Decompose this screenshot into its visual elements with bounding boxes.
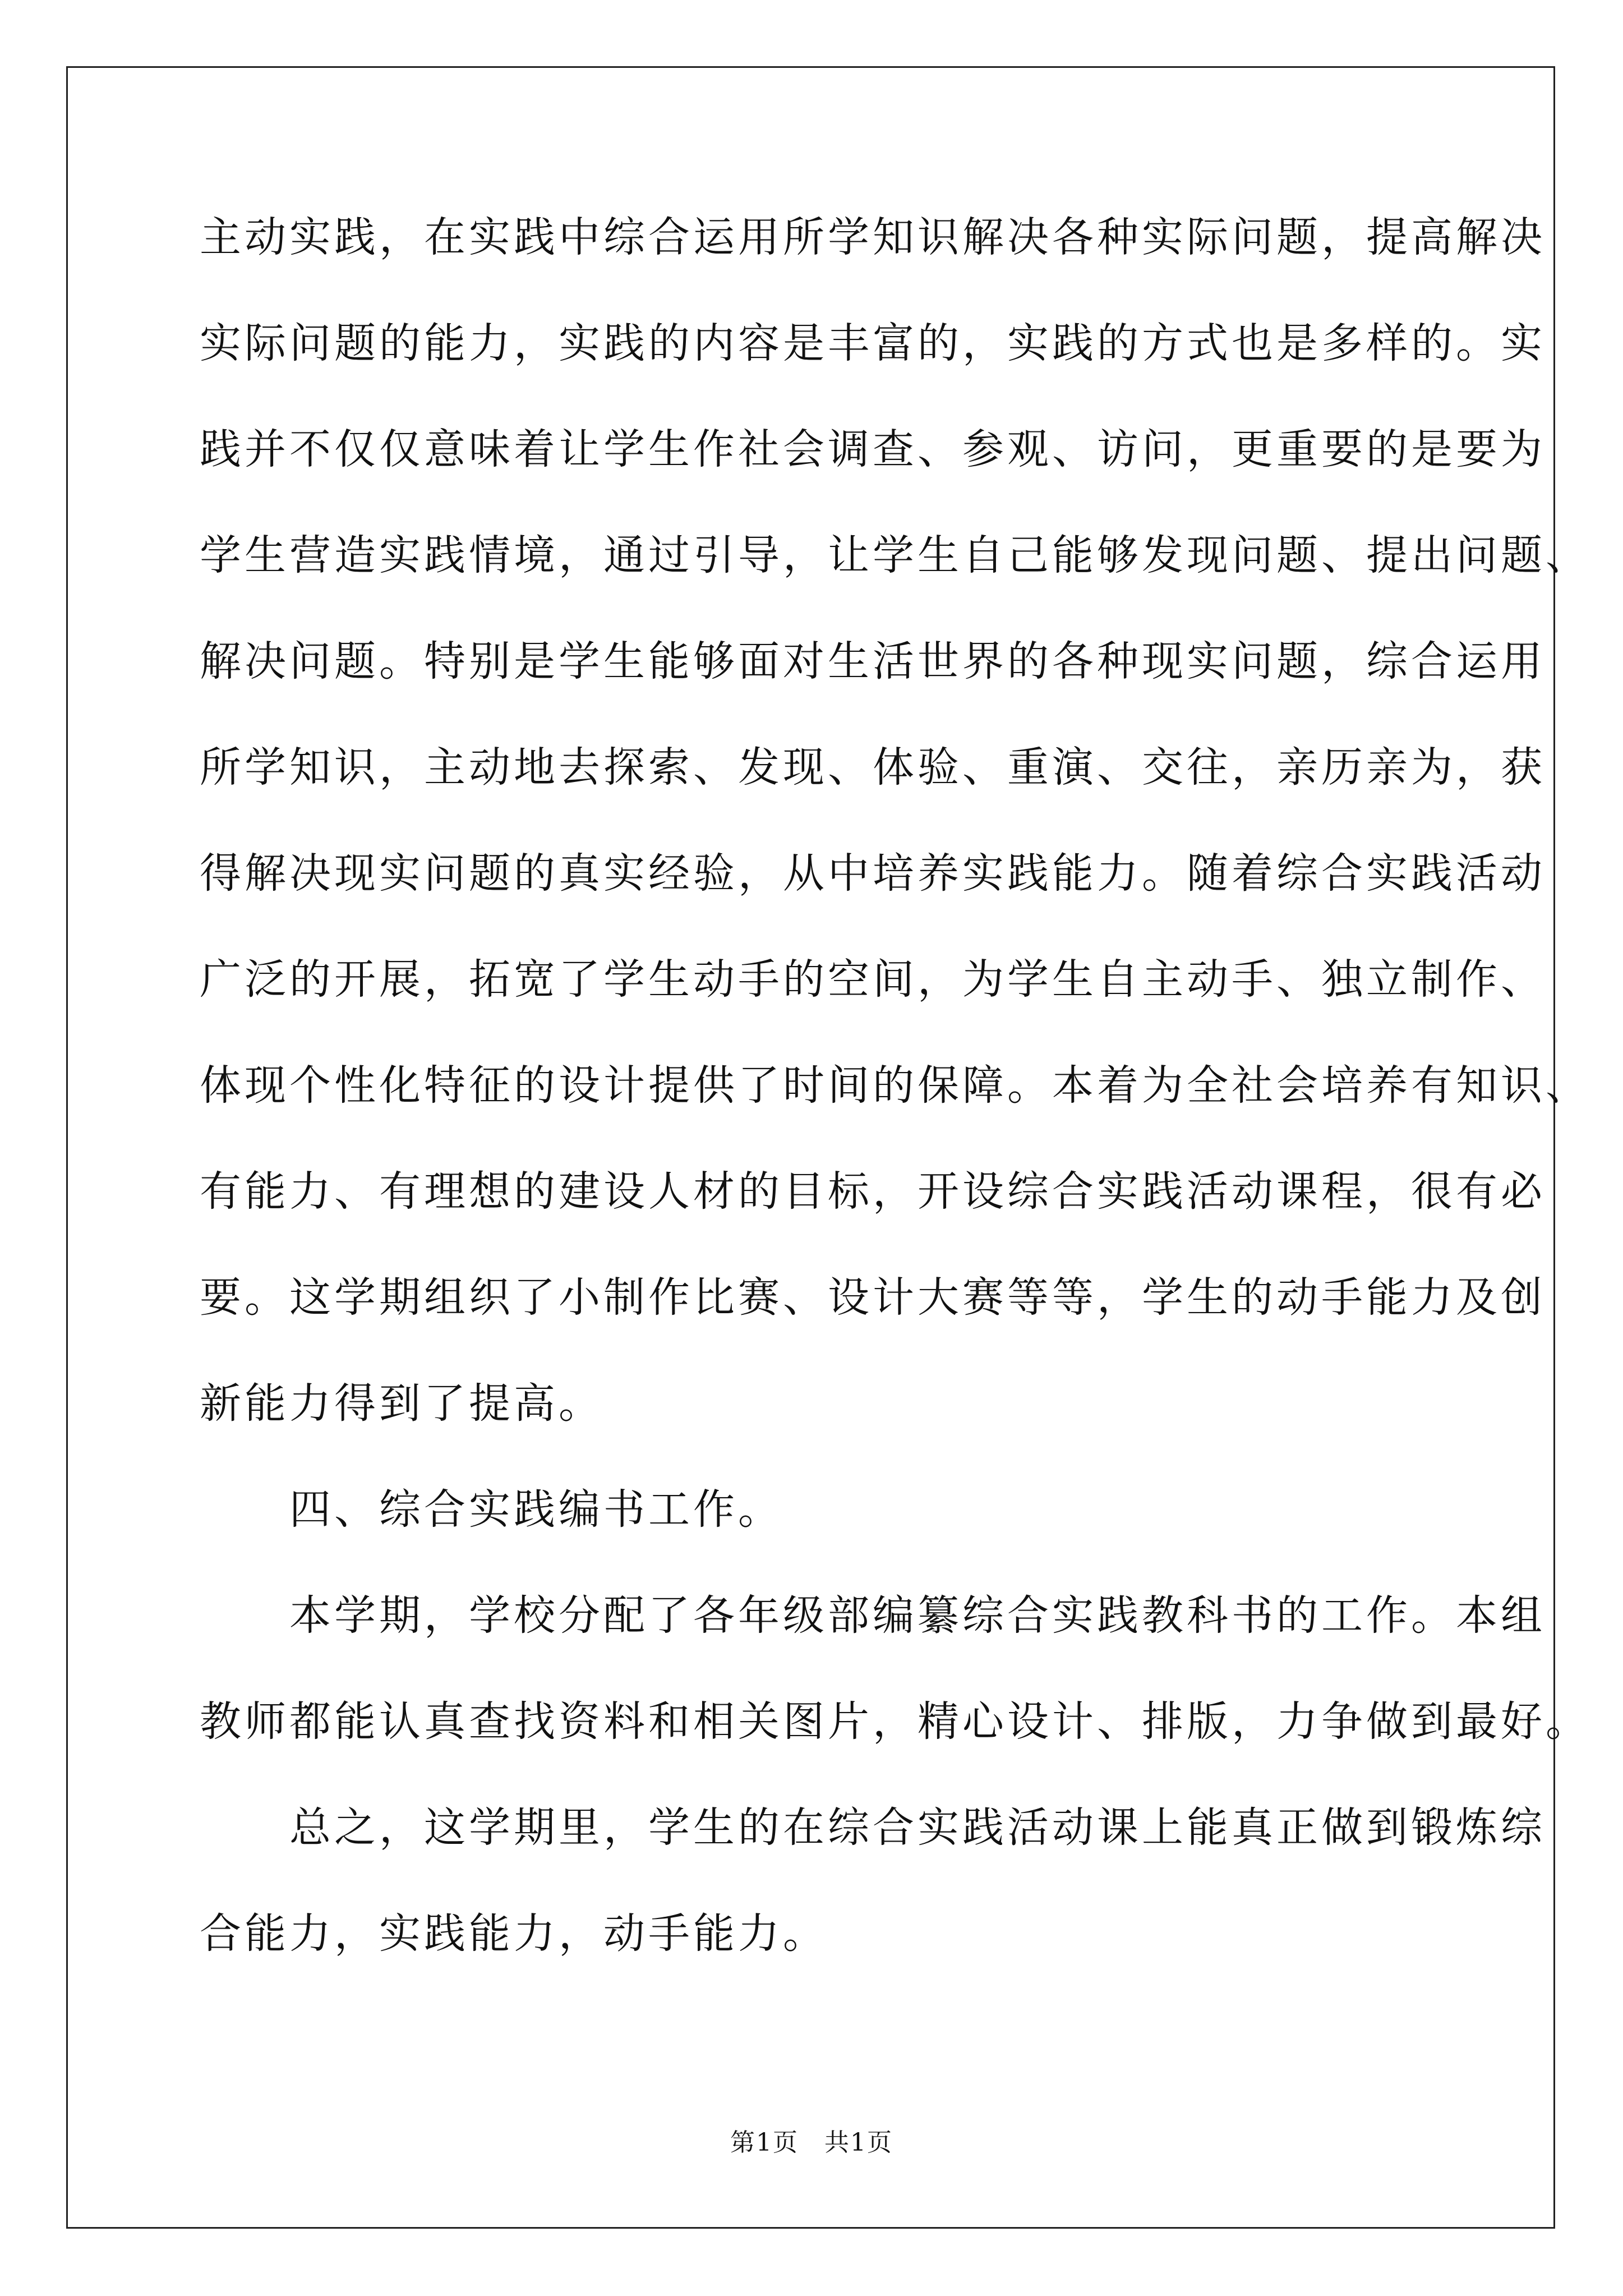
- page-number-footer: 第1页 共1页: [730, 2128, 893, 2157]
- text-line: 合能力，实践能力，动手能力。: [200, 1910, 828, 1958]
- text-line: 总之，这学期里，学生的在综合实践活动课上能真正做到锻炼综: [200, 1803, 1546, 1852]
- section-heading: 四、综合实践编书工作。: [200, 1485, 783, 1534]
- text-line: 践并不仅仅意味着让学生作社会调查、参观、访问，更重要的是要为: [200, 425, 1546, 473]
- text-line: 实际问题的能力，实践的内容是丰富的，实践的方式也是多样的。实: [200, 319, 1546, 367]
- text-line: 新能力得到了提高。: [200, 1379, 603, 1428]
- text-line: 要。这学期组织了小制作比赛、设计大赛等等，学生的动手能力及创: [200, 1273, 1546, 1322]
- text-line: 解决问题。特别是学生能够面对生活世界的各种现实问题，综合运用: [200, 637, 1546, 685]
- text-line: 体现个性化特征的设计提供了时间的保障。本着为全社会培养有知识、: [200, 1061, 1590, 1110]
- text-line: 教师都能认真查找资料和相关图片，精心设计、排版，力争做到最好。: [200, 1697, 1590, 1746]
- page-border: [66, 66, 1555, 2229]
- text-line: 广泛的开展，拓宽了学生动手的空间，为学生自主动手、独立制作、: [200, 955, 1546, 1004]
- text-line: 所学知识，主动地去探索、发现、体验、重演、交往，亲历亲为，获: [200, 743, 1546, 792]
- text-line: 主动实践，在实践中综合运用所学知识解决各种实际问题，提高解决: [200, 213, 1546, 261]
- text-line: 得解决现实问题的真实经验，从中培养实践能力。随着综合实践活动: [200, 849, 1546, 898]
- text-line: 学生营造实践情境，通过引导，让学生自己能够发现问题、提出问题、: [200, 531, 1590, 579]
- text-line: 有能力、有理想的建设人材的目标，开设综合实践活动课程，很有必: [200, 1167, 1546, 1216]
- text-line: 本学期，学校分配了各年级部编纂综合实践教科书的工作。本组: [200, 1591, 1546, 1640]
